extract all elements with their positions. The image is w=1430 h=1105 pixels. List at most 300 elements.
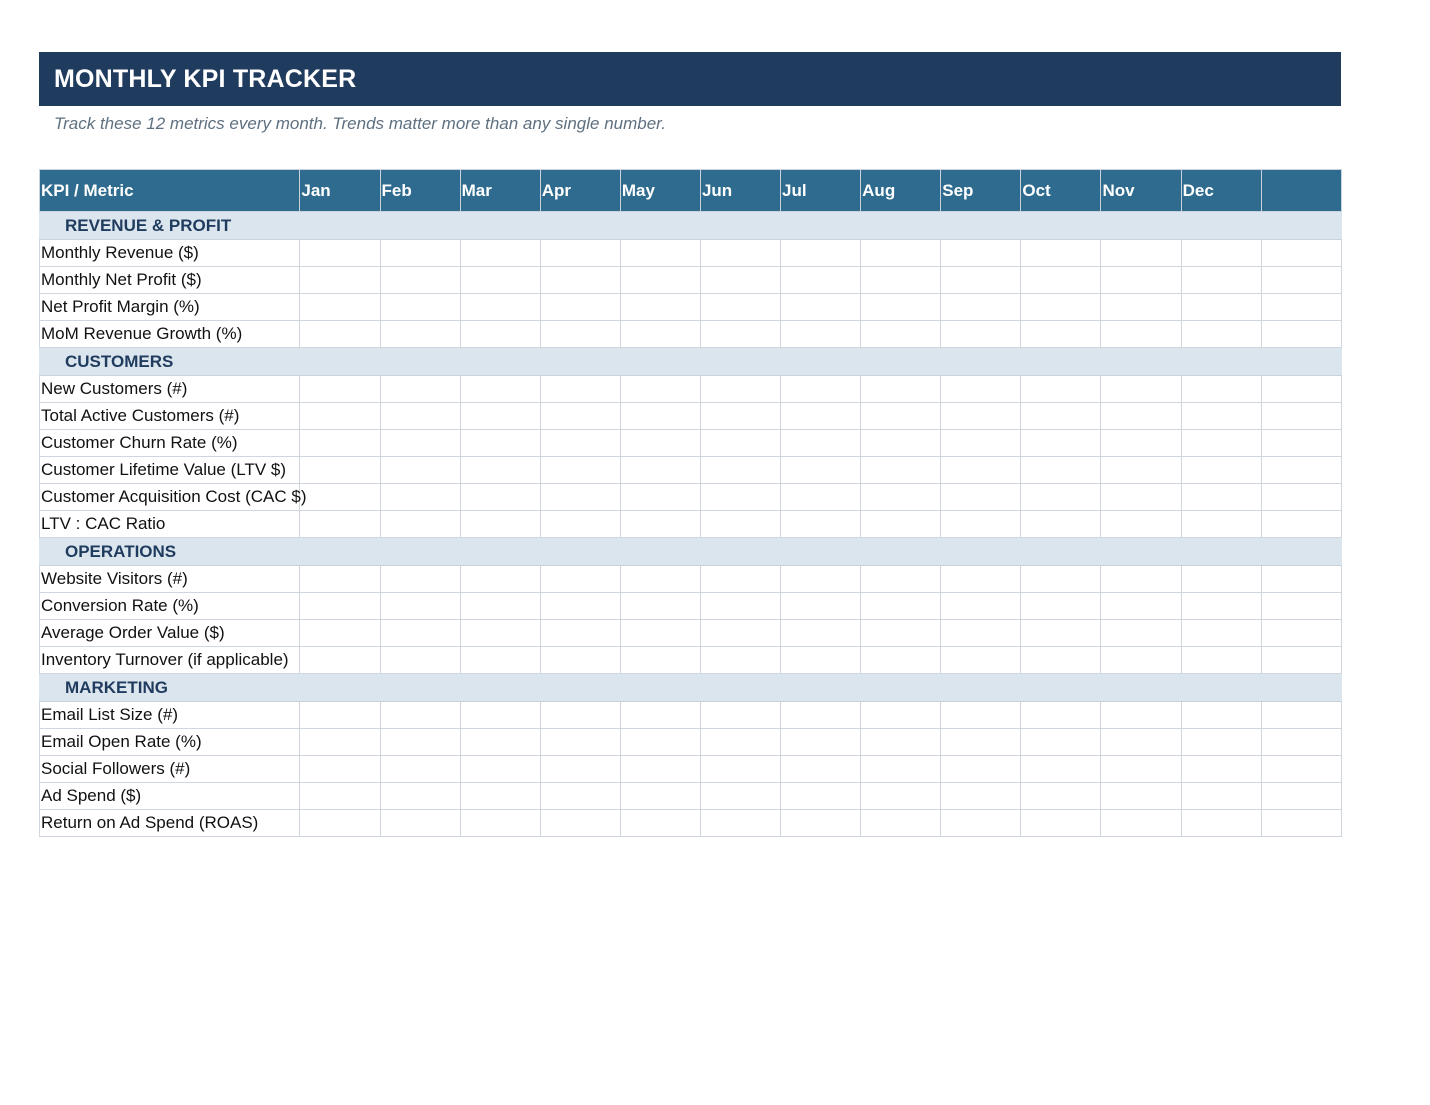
value-cell[interactable] xyxy=(1101,430,1181,457)
value-cell[interactable] xyxy=(1261,620,1341,647)
value-cell[interactable] xyxy=(861,457,941,484)
value-cell[interactable] xyxy=(700,620,780,647)
value-cell[interactable] xyxy=(1261,403,1341,430)
value-cell[interactable] xyxy=(781,566,861,593)
value-cell[interactable] xyxy=(781,240,861,267)
table-row xyxy=(40,267,1342,294)
metric-name-cell xyxy=(40,511,300,538)
value-cell[interactable] xyxy=(1261,702,1341,729)
value-cell[interactable] xyxy=(300,403,380,430)
value-cell[interactable] xyxy=(460,756,540,783)
value-cell[interactable] xyxy=(861,321,941,348)
value-cell[interactable] xyxy=(1181,457,1261,484)
value-cell[interactable] xyxy=(1181,294,1261,321)
value-cell[interactable] xyxy=(1181,729,1261,756)
value-cell[interactable] xyxy=(540,403,620,430)
value-cell[interactable] xyxy=(460,702,540,729)
value-cell[interactable] xyxy=(300,321,380,348)
value-cell[interactable] xyxy=(1261,267,1341,294)
value-cell[interactable] xyxy=(1181,511,1261,538)
value-cell[interactable] xyxy=(620,620,700,647)
value-cell[interactable] xyxy=(380,484,460,511)
value-cell[interactable] xyxy=(781,376,861,403)
value-cell[interactable] xyxy=(620,566,700,593)
value-cell[interactable] xyxy=(1261,783,1341,810)
page-title: MONTHLY KPI TRACKER xyxy=(54,64,357,93)
value-cell[interactable] xyxy=(1261,457,1341,484)
metric-name-cell xyxy=(40,810,300,837)
metric-label: Email List Size (#) xyxy=(41,705,178,724)
value-cell[interactable] xyxy=(861,430,941,457)
value-cell[interactable] xyxy=(380,756,460,783)
value-cell[interactable] xyxy=(540,484,620,511)
value-cell[interactable] xyxy=(861,593,941,620)
value-cell[interactable] xyxy=(1101,240,1181,267)
value-cell[interactable] xyxy=(1181,240,1261,267)
value-cell[interactable] xyxy=(941,783,1021,810)
metric-label: Website Visitors (#) xyxy=(41,569,188,588)
value-cell[interactable] xyxy=(1021,810,1101,837)
value-cell[interactable] xyxy=(1261,810,1341,837)
section-title: REVENUE & PROFIT xyxy=(40,212,1342,240)
value-cell[interactable] xyxy=(460,783,540,810)
value-cell[interactable] xyxy=(781,620,861,647)
value-cell[interactable] xyxy=(861,294,941,321)
value-cell[interactable] xyxy=(861,484,941,511)
value-cell[interactable] xyxy=(700,702,780,729)
value-cell[interactable] xyxy=(1261,511,1341,538)
value-cell[interactable] xyxy=(1021,403,1101,430)
metric-name-cell xyxy=(40,267,300,294)
value-cell[interactable] xyxy=(620,240,700,267)
value-cell[interactable] xyxy=(781,783,861,810)
value-cell[interactable] xyxy=(1101,756,1181,783)
value-cell[interactable] xyxy=(300,810,380,837)
value-cell[interactable] xyxy=(300,729,380,756)
value-cell[interactable] xyxy=(1101,620,1181,647)
value-cell[interactable] xyxy=(861,566,941,593)
value-cell[interactable] xyxy=(1021,783,1101,810)
value-cell[interactable] xyxy=(380,403,460,430)
value-cell[interactable] xyxy=(620,647,700,674)
value-cell[interactable] xyxy=(1101,810,1181,837)
value-cell[interactable] xyxy=(781,403,861,430)
value-cell[interactable] xyxy=(380,240,460,267)
value-cell[interactable] xyxy=(781,511,861,538)
value-cell[interactable] xyxy=(380,620,460,647)
value-cell[interactable] xyxy=(781,294,861,321)
value-cell[interactable] xyxy=(861,810,941,837)
value-cell[interactable] xyxy=(1021,430,1101,457)
value-cell[interactable] xyxy=(620,403,700,430)
value-cell[interactable] xyxy=(1101,566,1181,593)
value-cell[interactable] xyxy=(1181,484,1261,511)
value-cell[interactable] xyxy=(300,240,380,267)
value-cell[interactable] xyxy=(1181,647,1261,674)
value-cell[interactable] xyxy=(781,702,861,729)
value-cell[interactable] xyxy=(1101,457,1181,484)
value-cell[interactable] xyxy=(861,376,941,403)
value-cell[interactable] xyxy=(460,593,540,620)
value-cell[interactable] xyxy=(380,647,460,674)
value-cell[interactable] xyxy=(861,729,941,756)
value-cell[interactable] xyxy=(460,729,540,756)
header-cell-month: Jan xyxy=(300,170,380,212)
header-row xyxy=(40,170,1342,212)
value-cell[interactable] xyxy=(540,511,620,538)
value-cell[interactable] xyxy=(1261,729,1341,756)
header-cell-month: Feb xyxy=(380,170,460,212)
value-cell[interactable] xyxy=(941,376,1021,403)
value-cell[interactable] xyxy=(861,240,941,267)
value-cell[interactable] xyxy=(460,430,540,457)
value-cell[interactable] xyxy=(460,294,540,321)
section-header-row xyxy=(40,212,1342,240)
value-cell[interactable] xyxy=(300,511,380,538)
value-cell[interactable] xyxy=(1181,783,1261,810)
value-cell[interactable] xyxy=(1101,484,1181,511)
value-cell[interactable] xyxy=(620,321,700,348)
title-bar xyxy=(39,52,1341,106)
value-cell[interactable] xyxy=(861,267,941,294)
table-row xyxy=(40,566,1342,593)
value-cell[interactable] xyxy=(700,240,780,267)
value-cell[interactable] xyxy=(1181,810,1261,837)
value-cell[interactable] xyxy=(941,511,1021,538)
value-cell[interactable] xyxy=(460,240,540,267)
value-cell[interactable] xyxy=(300,702,380,729)
value-cell[interactable] xyxy=(781,457,861,484)
value-cell[interactable] xyxy=(1181,403,1261,430)
value-cell[interactable] xyxy=(540,267,620,294)
value-cell[interactable] xyxy=(1021,593,1101,620)
value-cell[interactable] xyxy=(941,484,1021,511)
value-cell[interactable] xyxy=(380,511,460,538)
value-cell[interactable] xyxy=(540,240,620,267)
value-cell[interactable] xyxy=(700,376,780,403)
value-cell[interactable] xyxy=(1021,566,1101,593)
value-cell[interactable] xyxy=(700,267,780,294)
section-title: CUSTOMERS xyxy=(40,348,1342,376)
value-cell[interactable] xyxy=(1261,376,1341,403)
header-cell-month: Mar xyxy=(460,170,540,212)
section-header-row xyxy=(40,674,1342,702)
table-row xyxy=(40,756,1342,783)
value-cell[interactable] xyxy=(620,593,700,620)
metric-label: Ad Spend ($) xyxy=(41,786,142,805)
value-cell[interactable] xyxy=(700,647,780,674)
value-cell[interactable] xyxy=(1261,321,1341,348)
value-cell[interactable] xyxy=(620,783,700,810)
value-cell[interactable] xyxy=(1021,240,1101,267)
value-cell[interactable] xyxy=(300,783,380,810)
value-cell[interactable] xyxy=(460,403,540,430)
value-cell[interactable] xyxy=(460,267,540,294)
value-cell[interactable] xyxy=(380,294,460,321)
table-row xyxy=(40,647,1342,674)
value-cell[interactable] xyxy=(300,620,380,647)
value-cell[interactable] xyxy=(540,376,620,403)
value-cell[interactable] xyxy=(380,457,460,484)
header-cell-month: Jun xyxy=(700,170,780,212)
value-cell[interactable] xyxy=(700,729,780,756)
value-cell[interactable] xyxy=(1261,240,1341,267)
value-cell[interactable] xyxy=(460,484,540,511)
value-cell[interactable] xyxy=(300,756,380,783)
value-cell[interactable] xyxy=(1101,511,1181,538)
value-cell[interactable] xyxy=(700,484,780,511)
value-cell[interactable] xyxy=(380,729,460,756)
value-cell[interactable] xyxy=(941,321,1021,348)
value-cell[interactable] xyxy=(1101,321,1181,348)
value-cell[interactable] xyxy=(380,593,460,620)
header-cell-month: Aug xyxy=(861,170,941,212)
value-cell[interactable] xyxy=(1101,403,1181,430)
metric-label: Average Order Value ($) xyxy=(41,623,225,642)
metric-name-cell xyxy=(40,647,300,674)
value-cell[interactable] xyxy=(781,430,861,457)
value-cell[interactable] xyxy=(1261,566,1341,593)
value-cell[interactable] xyxy=(620,484,700,511)
value-cell[interactable] xyxy=(1261,593,1341,620)
table-row xyxy=(40,484,1342,511)
value-cell[interactable] xyxy=(941,810,1021,837)
value-cell[interactable] xyxy=(300,430,380,457)
value-cell[interactable] xyxy=(540,702,620,729)
value-cell[interactable] xyxy=(1021,321,1101,348)
value-cell[interactable] xyxy=(1101,729,1181,756)
metric-label: Customer Lifetime Value (LTV $) xyxy=(41,460,287,479)
value-cell[interactable] xyxy=(380,566,460,593)
value-cell[interactable] xyxy=(1021,702,1101,729)
value-cell[interactable] xyxy=(620,430,700,457)
value-cell[interactable] xyxy=(380,321,460,348)
value-cell[interactable] xyxy=(300,457,380,484)
metric-label: Monthly Net Profit ($) xyxy=(41,270,202,289)
value-cell[interactable] xyxy=(781,321,861,348)
metric-name-cell xyxy=(40,484,307,511)
value-cell[interactable] xyxy=(1261,294,1341,321)
value-cell[interactable] xyxy=(941,430,1021,457)
value-cell[interactable] xyxy=(861,511,941,538)
value-cell[interactable] xyxy=(1181,321,1261,348)
value-cell[interactable] xyxy=(700,294,780,321)
value-cell[interactable] xyxy=(941,702,1021,729)
value-cell[interactable] xyxy=(1101,647,1181,674)
value-cell[interactable] xyxy=(540,810,620,837)
value-cell[interactable] xyxy=(1101,593,1181,620)
value-cell[interactable] xyxy=(700,783,780,810)
section-header-row xyxy=(40,348,1342,376)
value-cell[interactable] xyxy=(700,756,780,783)
value-cell[interactable] xyxy=(460,376,540,403)
value-cell[interactable] xyxy=(941,756,1021,783)
value-cell[interactable] xyxy=(1021,729,1101,756)
value-cell[interactable] xyxy=(540,783,620,810)
value-cell[interactable] xyxy=(620,294,700,321)
table-row xyxy=(40,430,1342,457)
value-cell[interactable] xyxy=(941,620,1021,647)
value-cell[interactable] xyxy=(540,729,620,756)
kpi-table xyxy=(39,169,1342,837)
value-cell[interactable] xyxy=(1261,484,1341,511)
table-row xyxy=(40,457,1342,484)
value-cell[interactable] xyxy=(300,267,380,294)
metric-name-cell xyxy=(40,430,300,457)
value-cell[interactable] xyxy=(781,484,861,511)
value-cell[interactable] xyxy=(540,294,620,321)
value-cell[interactable] xyxy=(700,593,780,620)
metric-label: Net Profit Margin (%) xyxy=(41,297,200,316)
value-cell[interactable] xyxy=(1021,620,1101,647)
value-cell[interactable] xyxy=(1021,647,1101,674)
value-cell[interactable] xyxy=(781,647,861,674)
value-cell[interactable] xyxy=(700,810,780,837)
value-cell[interactable] xyxy=(460,511,540,538)
value-cell[interactable] xyxy=(620,729,700,756)
value-cell[interactable] xyxy=(700,457,780,484)
value-cell[interactable] xyxy=(861,783,941,810)
header-cell-month: Dec xyxy=(1181,170,1261,212)
value-cell[interactable] xyxy=(941,729,1021,756)
value-cell[interactable] xyxy=(380,810,460,837)
value-cell[interactable] xyxy=(941,294,1021,321)
value-cell[interactable] xyxy=(1181,702,1261,729)
value-cell[interactable] xyxy=(1181,593,1261,620)
value-cell[interactable] xyxy=(380,430,460,457)
value-cell[interactable] xyxy=(540,457,620,484)
table-row xyxy=(40,620,1342,647)
value-cell[interactable] xyxy=(620,457,700,484)
value-cell[interactable] xyxy=(540,430,620,457)
value-cell[interactable] xyxy=(460,566,540,593)
metric-label: Email Open Rate (%) xyxy=(41,732,202,751)
value-cell[interactable] xyxy=(781,756,861,783)
value-cell[interactable] xyxy=(540,756,620,783)
value-cell[interactable] xyxy=(380,267,460,294)
value-cell[interactable] xyxy=(1101,702,1181,729)
value-cell[interactable] xyxy=(781,267,861,294)
value-cell[interactable] xyxy=(1181,376,1261,403)
header-cell-month xyxy=(1261,170,1341,212)
value-cell[interactable] xyxy=(460,810,540,837)
metric-label: Inventory Turnover (if applicable) xyxy=(41,650,289,669)
value-cell[interactable] xyxy=(1101,783,1181,810)
value-cell[interactable] xyxy=(460,457,540,484)
value-cell[interactable] xyxy=(700,430,780,457)
metric-label: Monthly Revenue ($) xyxy=(41,243,199,262)
value-cell[interactable] xyxy=(1021,294,1101,321)
metric-label: MoM Revenue Growth (%) xyxy=(41,324,243,343)
value-cell[interactable] xyxy=(941,647,1021,674)
header-cell-month: Sep xyxy=(941,170,1021,212)
table-row xyxy=(40,702,1342,729)
value-cell[interactable] xyxy=(861,647,941,674)
metric-label: LTV : CAC Ratio xyxy=(41,514,166,533)
value-cell[interactable] xyxy=(460,620,540,647)
value-cell[interactable] xyxy=(1261,647,1341,674)
value-cell[interactable] xyxy=(300,484,380,511)
value-cell[interactable] xyxy=(1181,756,1261,783)
value-cell[interactable] xyxy=(861,756,941,783)
value-cell[interactable] xyxy=(300,566,380,593)
value-cell[interactable] xyxy=(941,457,1021,484)
value-cell[interactable] xyxy=(861,403,941,430)
table-row xyxy=(40,403,1342,430)
value-cell[interactable] xyxy=(1021,484,1101,511)
value-cell[interactable] xyxy=(540,566,620,593)
value-cell[interactable] xyxy=(620,702,700,729)
value-cell[interactable] xyxy=(1021,756,1101,783)
value-cell[interactable] xyxy=(700,511,780,538)
section-title: MARKETING xyxy=(40,674,1342,702)
value-cell[interactable] xyxy=(460,321,540,348)
value-cell[interactable] xyxy=(380,702,460,729)
value-cell[interactable] xyxy=(1021,457,1101,484)
value-cell[interactable] xyxy=(700,321,780,348)
value-cell[interactable] xyxy=(941,240,1021,267)
value-cell[interactable] xyxy=(1181,267,1261,294)
value-cell[interactable] xyxy=(300,294,380,321)
header-cell-month: Apr xyxy=(540,170,620,212)
value-cell[interactable] xyxy=(460,647,540,674)
value-cell[interactable] xyxy=(1261,756,1341,783)
header-cell-month: Oct xyxy=(1021,170,1101,212)
value-cell[interactable] xyxy=(1021,511,1101,538)
value-cell[interactable] xyxy=(1101,267,1181,294)
value-cell[interactable] xyxy=(941,593,1021,620)
metric-name-cell xyxy=(40,403,300,430)
value-cell[interactable] xyxy=(1101,294,1181,321)
value-cell[interactable] xyxy=(1181,620,1261,647)
value-cell[interactable] xyxy=(620,756,700,783)
value-cell[interactable] xyxy=(941,267,1021,294)
value-cell[interactable] xyxy=(620,376,700,403)
metric-label: Return on Ad Spend (ROAS) xyxy=(41,813,259,832)
value-cell[interactable] xyxy=(941,403,1021,430)
value-cell[interactable] xyxy=(1101,376,1181,403)
value-cell[interactable] xyxy=(540,647,620,674)
value-cell[interactable] xyxy=(1021,376,1101,403)
value-cell[interactable] xyxy=(1181,566,1261,593)
value-cell[interactable] xyxy=(781,593,861,620)
value-cell[interactable] xyxy=(781,810,861,837)
metric-label: New Customers (#) xyxy=(41,379,188,398)
value-cell[interactable] xyxy=(1021,267,1101,294)
value-cell[interactable] xyxy=(540,593,620,620)
value-cell[interactable] xyxy=(700,403,780,430)
value-cell[interactable] xyxy=(540,321,620,348)
value-cell[interactable] xyxy=(781,729,861,756)
value-cell[interactable] xyxy=(540,620,620,647)
value-cell[interactable] xyxy=(300,647,380,674)
value-cell[interactable] xyxy=(861,702,941,729)
value-cell[interactable] xyxy=(380,783,460,810)
value-cell[interactable] xyxy=(620,511,700,538)
header-cell-month: Jul xyxy=(781,170,861,212)
value-cell[interactable] xyxy=(620,267,700,294)
header-cell-month: Nov xyxy=(1101,170,1181,212)
value-cell[interactable] xyxy=(300,593,380,620)
value-cell[interactable] xyxy=(861,620,941,647)
value-cell[interactable] xyxy=(1181,430,1261,457)
value-cell[interactable] xyxy=(941,566,1021,593)
value-cell[interactable] xyxy=(1261,430,1341,457)
value-cell[interactable] xyxy=(700,566,780,593)
value-cell[interactable] xyxy=(620,810,700,837)
value-cell[interactable] xyxy=(300,376,380,403)
value-cell[interactable] xyxy=(380,376,460,403)
